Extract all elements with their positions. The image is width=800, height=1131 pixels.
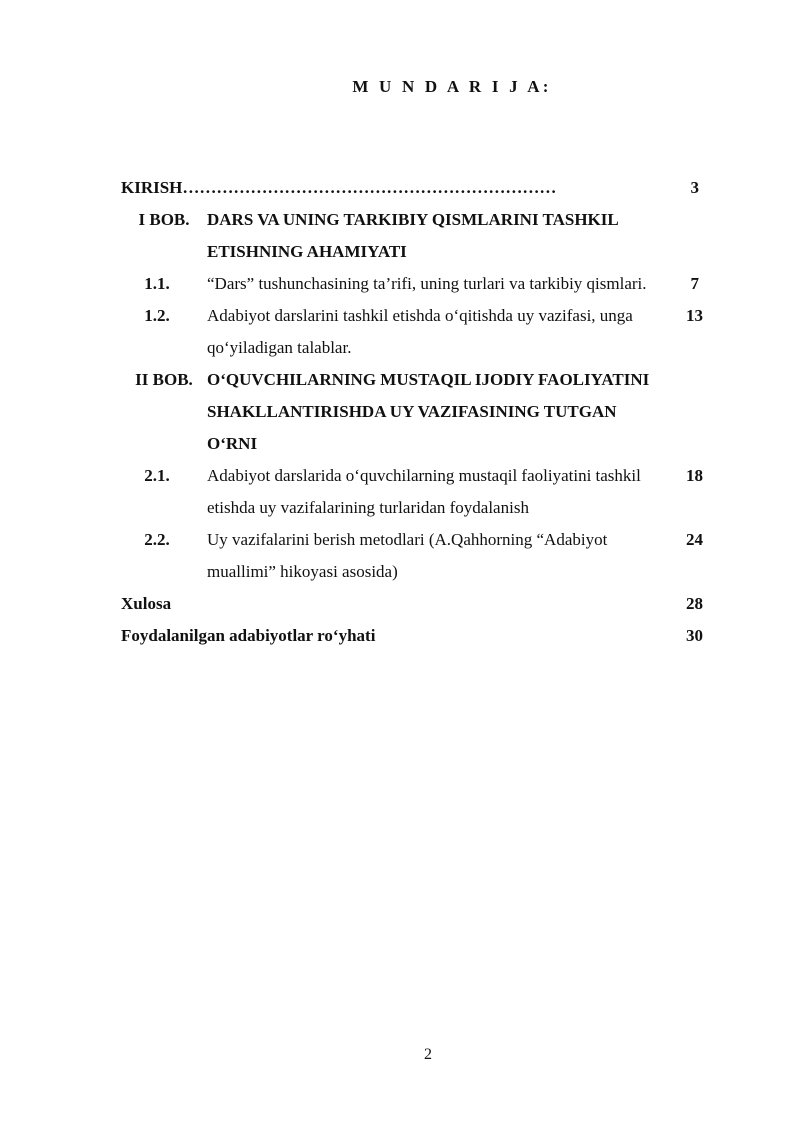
toc-entry-number: 1.2. (144, 306, 170, 325)
toc-entry-page: 13 (686, 306, 703, 325)
toc-entry-section-2-1[interactable] (121, 460, 705, 524)
toc-entry-text: Foydalanilgan adabiyotlar ro‘yhati (121, 626, 376, 645)
toc-entry-page: 18 (686, 466, 703, 485)
toc-entry-text: “Dars” tushunchasining ta’rifi, uning turlari va tarkibiy qismlari. (207, 274, 647, 293)
toc-entry-text: DARS VA UNING TARKIBIY QISMLARINI TASHKIL ETISHNING AHAMIYATI (207, 210, 618, 261)
toc-entry-text: O‘QUVCHILARNING MUSTAQIL IJODIY FAOLIYATINI SHAKLLANTIRISHDA UY VAZIFASINING TUTGAN O‘RNI (207, 370, 650, 453)
toc-entry-number: 1.1. (144, 274, 170, 293)
toc-entry-page: 30 (686, 626, 703, 645)
toc-entry-number: 2.2. (144, 530, 170, 549)
toc-entry-page: 24 (686, 530, 703, 549)
toc-entry-section-1-1[interactable] (121, 268, 705, 300)
toc-entry-intro[interactable] (121, 172, 705, 204)
toc-entry-text: Uy vazifalarini berish metodlari (A.Qahhorning “Adabiyot muallimi” hikoyasi asosida) (207, 530, 608, 581)
toc-entry-number: 2.1. (144, 466, 170, 485)
toc-entry-page: 3 (690, 178, 699, 197)
toc-entry-chapter-1[interactable] (121, 204, 705, 268)
toc-entry-section-2-2[interactable] (121, 524, 705, 588)
toc-entry-text: Adabiyot darslarida o‘quvchilarning mustaqil faoliyatini tashkil etishda uy vazifalarining turlaridan foydalanish (207, 466, 641, 517)
toc-entry-conclusion[interactable] (121, 588, 705, 620)
page-number: 2 (424, 1046, 432, 1063)
toc-entry-section-1-2[interactable] (121, 300, 705, 364)
toc-entry-references[interactable] (121, 620, 705, 652)
toc-entry-page: 7 (690, 274, 699, 293)
toc-entry-text: Adabiyot darslarini tashkil etishda o‘qitishda uy vazifasi, unga qo‘yiladigan talablar. (207, 306, 633, 357)
toc-entry-page: 28 (686, 594, 703, 613)
toc-entry-number: II BOB. (135, 370, 193, 389)
table-of-contents (121, 172, 705, 652)
page-title: M U N D A R I J A: (352, 77, 552, 96)
toc-entry-text: KIRISH………………………………………………………… (121, 178, 557, 197)
toc-entry-number: I BOB. (138, 210, 190, 229)
toc-entry-chapter-2[interactable] (121, 364, 705, 460)
toc-entry-text: Xulosa (121, 594, 172, 613)
